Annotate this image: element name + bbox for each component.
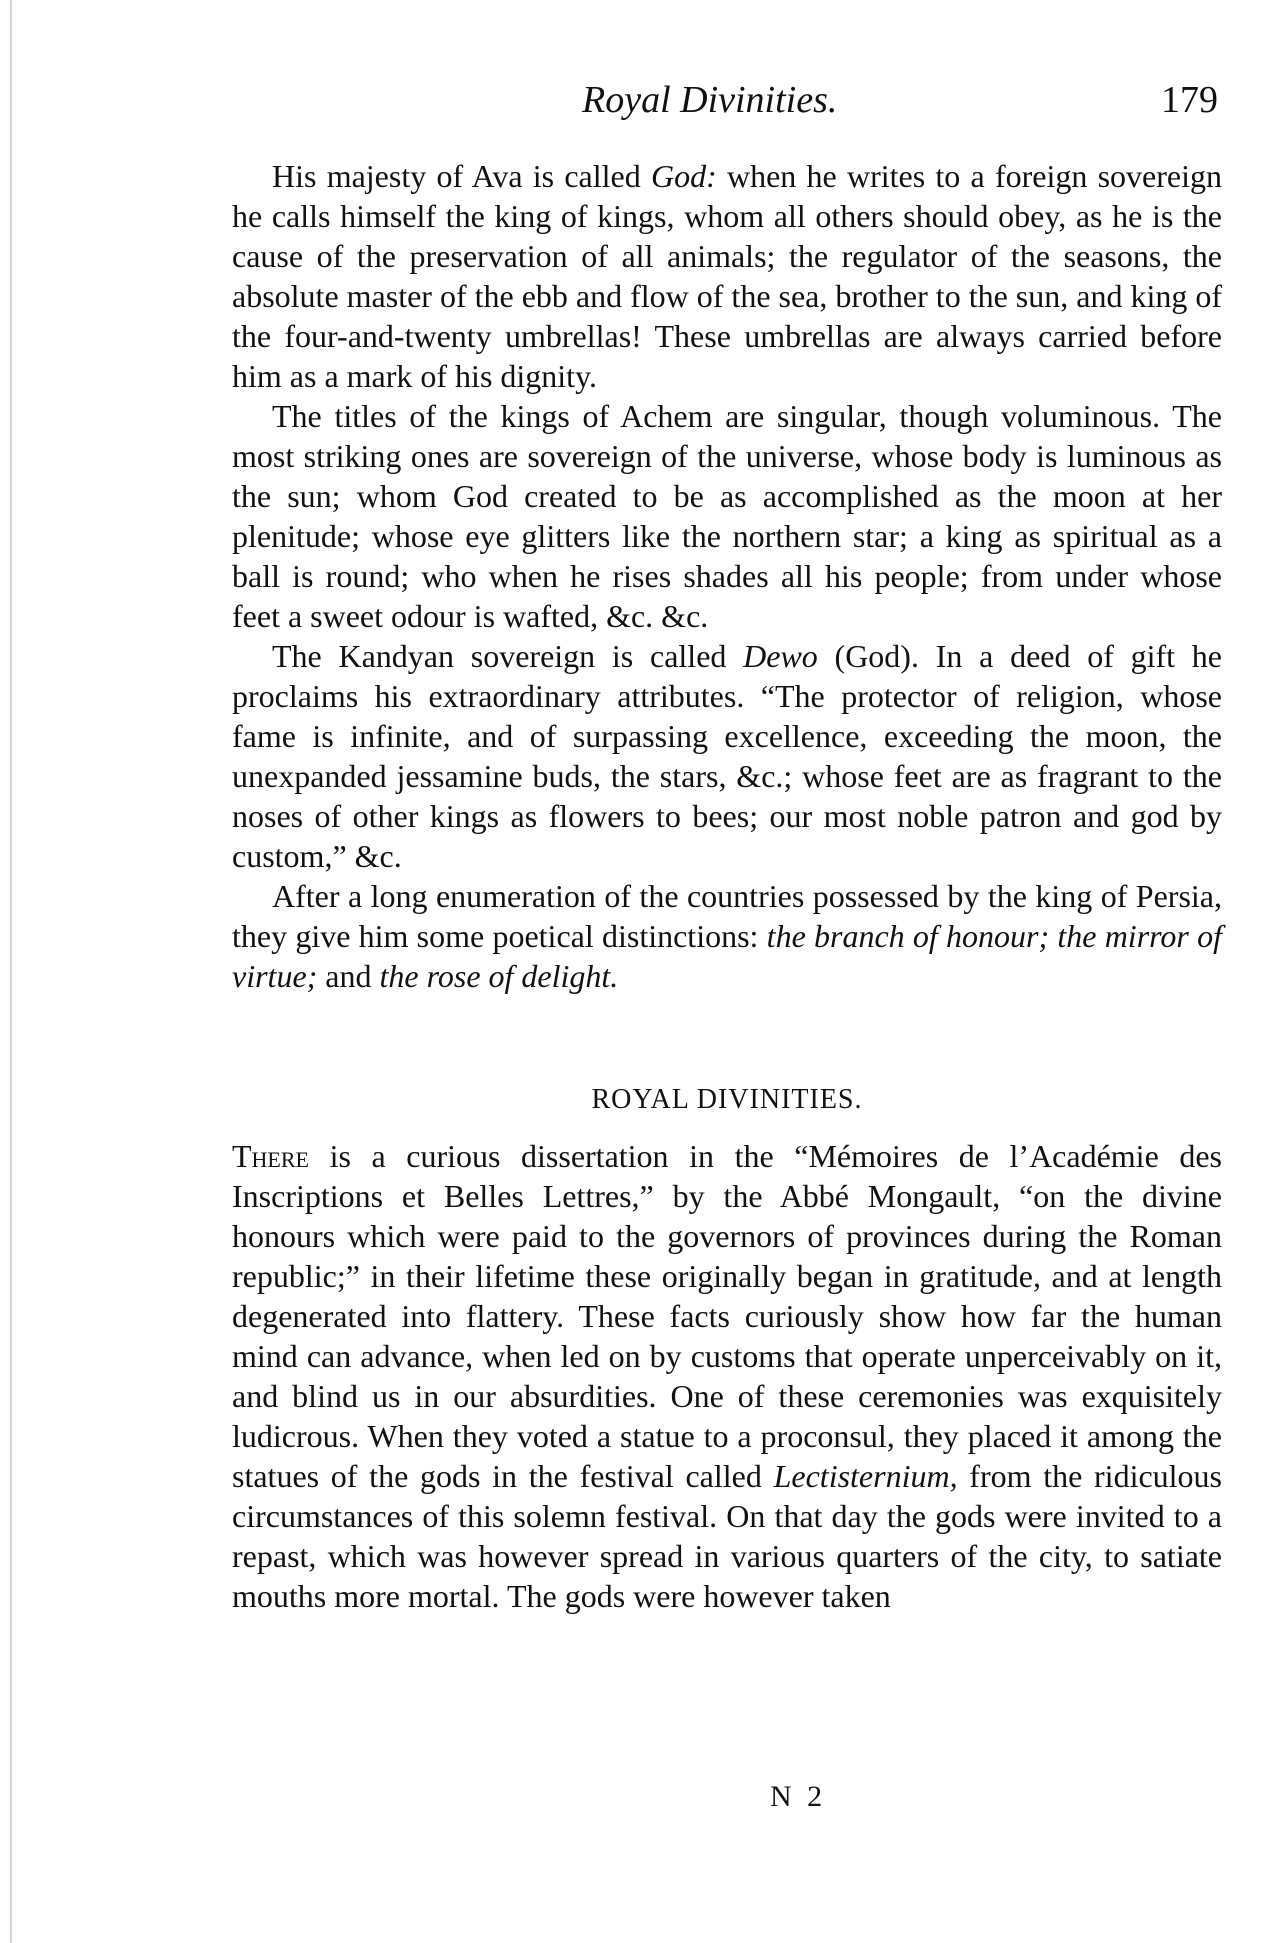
book-page xyxy=(232,78,1222,1616)
lead-word: There xyxy=(232,1138,309,1174)
paragraph-text: when he writes to a foreign sovereign he calls himself the king of kings, whom all others should obey, as he is the cause of the preservation of all animals; the regulator of the seasons, the absolute master of the ebb and flow of the sea, brother to the sun, and king of the four-and-twenty umbrellas! These umbrellas are always carried before him as a mark of his dignity. xyxy=(232,158,1223,394)
body-text xyxy=(232,156,1222,996)
page-number: 179 xyxy=(1161,79,1218,121)
section-heading: ROYAL DIVINITIES. xyxy=(591,1084,863,1115)
paragraph-text: (God). In a deed of gift he proclaims his extraordinary attributes. “The protector of religion, whose fame is infinite, and of surpassing excellence, exceeding the moon, the unexpanded jessamine buds, the stars, &c.; whose feet are as fragrant to the noses of other kings as flowers to bees; our most noble patron and god by custom,” &c. xyxy=(232,638,1223,874)
paragraph-kandyan xyxy=(232,636,1222,876)
paragraph-persia xyxy=(232,876,1222,996)
paragraph-text: The titles of the kings of Achem are singular, though voluminous. The most striking ones are sovereign of the universe, whose body is luminous as the sun; whom God created to be as accomplished as the moon at her plenitude; whose eye glitters like the northern star; a king as spiritual as a ball is round; who when he rises shades all his people; from under whose feet a sweet odour is wafted, &c. &c. xyxy=(232,398,1222,634)
italic-text: the rose of delight. xyxy=(379,958,619,994)
italic-text: the branch of honour; the mirror of virtue; xyxy=(232,918,1223,994)
italic-text: Lectisternium, xyxy=(773,1458,958,1494)
paragraph-text: from the ridiculous circumstances of this solemn festival. On that day the gods were invited to a repast, which was however spread in various quarters of the city, to satiate mouths more mortal. The gods were however taken xyxy=(232,1458,1223,1614)
paragraph-text: His majesty of Ava is called xyxy=(272,158,651,194)
paragraph-text: and xyxy=(317,958,380,994)
signature-mark: N 2 xyxy=(770,1780,827,1813)
paragraph-text: After a long enumeration of the countries possessed by the king of Persia, they give him some poetical distinctions: xyxy=(232,878,1222,954)
italic-text: God: xyxy=(650,158,717,194)
paragraph-text: is a curious dissertation in the “Mémoires de l’Académie des Inscriptions et Belles Lettres,” by the Abbé Mongault, “on the divine honours which were paid to the governors of provinces during the Roman republic;” in their lifetime these originally began in gratitude, and at length degenerated into flattery. These facts curiously show how far the human mind can advance, when led on by customs that operate unperceivably on it, and blind us in our absurdities. One of these ceremonies was exquisitely ludicrous. When they voted a statue to a proconsul, they placed it among the statues of the gods in the festival called xyxy=(232,1138,1222,1494)
section-body xyxy=(232,1136,1222,1616)
running-head xyxy=(232,78,1222,138)
paragraph-royal-divinities xyxy=(232,1136,1222,1616)
paragraph-ava xyxy=(232,156,1222,396)
paragraph-text: The Kandyan sovereign is called xyxy=(272,638,744,674)
italic-text: Dewo xyxy=(743,638,818,674)
running-head-title: Royal Divinities. xyxy=(582,79,838,121)
scan-gutter-line xyxy=(10,0,12,1943)
paragraph-achem xyxy=(232,396,1222,636)
